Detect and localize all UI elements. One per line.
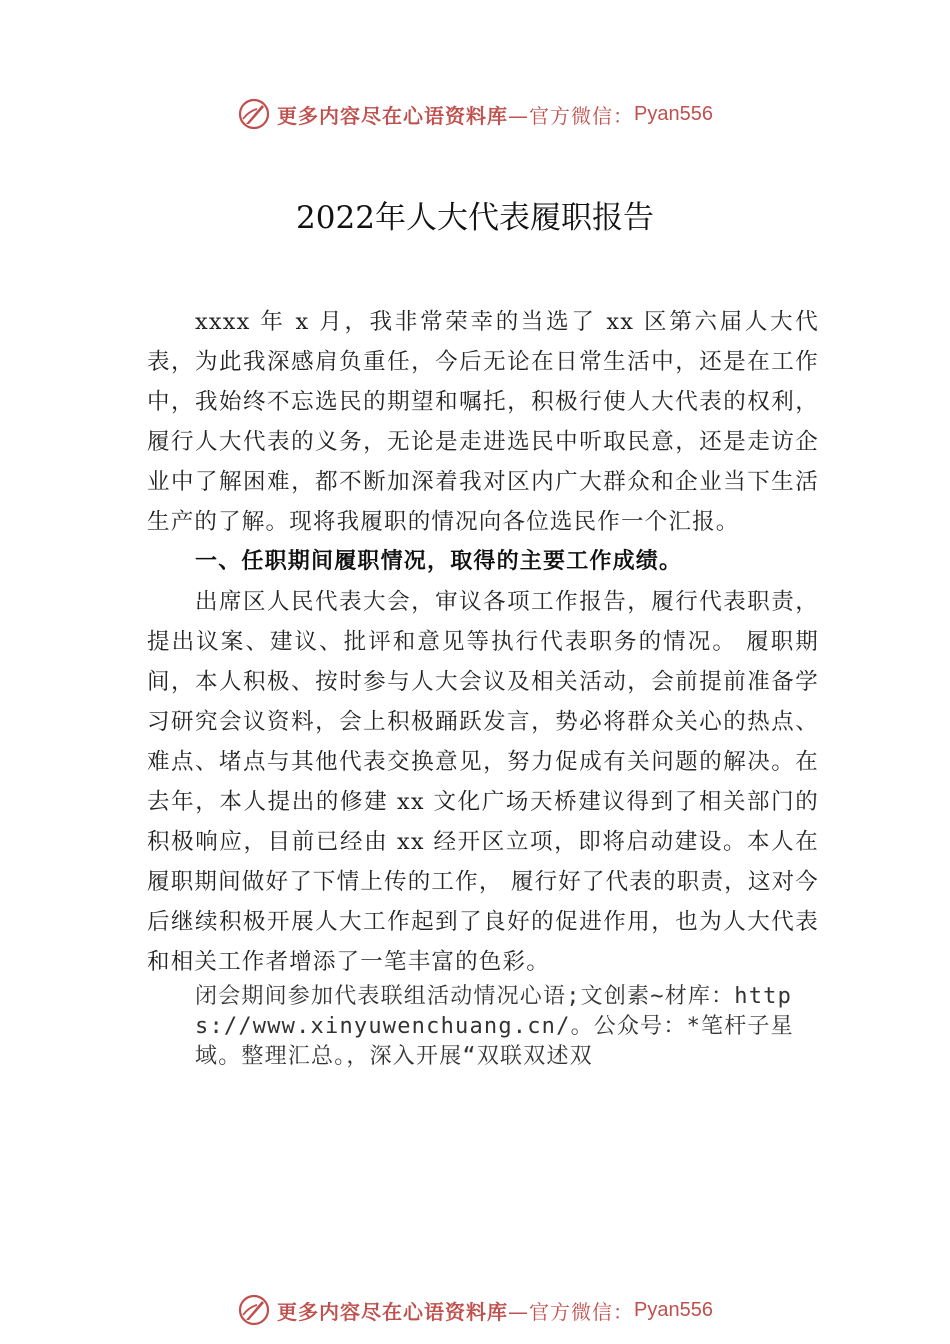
banner-official-text: —官方微信： — [508, 1299, 635, 1324]
document-body — [147, 302, 819, 1072]
banner-wechat-id: Pyan556 — [634, 1298, 713, 1321]
footer-banner — [0, 1290, 950, 1330]
banner-official-text: —官方微信： — [508, 103, 635, 128]
banner-brand-text: 更多内容尽在心语资料库 — [277, 103, 509, 128]
banner-brand-text: 更多内容尽在心语资料库 — [277, 1299, 509, 1324]
document-title: 2022年人大代表履职报告 — [296, 200, 654, 236]
quill-pen-logo-icon — [237, 1293, 271, 1327]
paragraph-duties: 出席区人民代表大会，审议各项工作报告，履行代表职责，提出议案、建议、批评和意见等执行代表职务的情况。 履职期间，本人积极、按时参与人大会议及相关活动，会前提前准备学习研究会议资料，会上积极踊跃发言，势必将群众关心的热点、难点、堵点与其他代表交换意见，努力促成有关问题的解决。在去年，本人提出的修建 xx 文化广场天桥建议得到了相关部门的积极响应，目前已经由 xx 经开区立项，即将启动建设。本人在履职期间做好了下情上传的工作， 履行好了代表的职责，这对今后继续积极开展人大工作起到了良好的促进作用，也为人大代表和相关工作者增添了一笔丰富的色彩。 — [147, 589, 819, 975]
header-banner — [0, 94, 950, 134]
paragraph-recess-activities: 闭会期间参加代表联组活动情况心语;文创素~材库：https://www.xinyuwenchuang.cn/。公众号：*笔杆子星域。整理汇总。，深入开展“双联双述双 — [195, 984, 794, 1069]
quill-pen-logo-icon — [237, 97, 271, 131]
section-heading-1: 一、任职期间履职情况，取得的主要工作成绩。 — [195, 549, 683, 574]
paragraph-intro: xxxx 年 x 月，我非常荣幸的当选了 xx 区第六届人大代表，为此我深感肩负重任，今后无论在日常生活中，还是在工作中，我始终不忘选民的期望和嘱托，积极行使人大代表的权利，履行人大代表的义务，无论是走进选民中听取民意，还是走访企业中了解困难，都不断加深着我对区内广大群众和企业当下生活生产的了解。现将我履职的情况向各位选民作一个汇报。 — [147, 309, 819, 535]
banner-wechat-id: Pyan556 — [634, 102, 713, 125]
